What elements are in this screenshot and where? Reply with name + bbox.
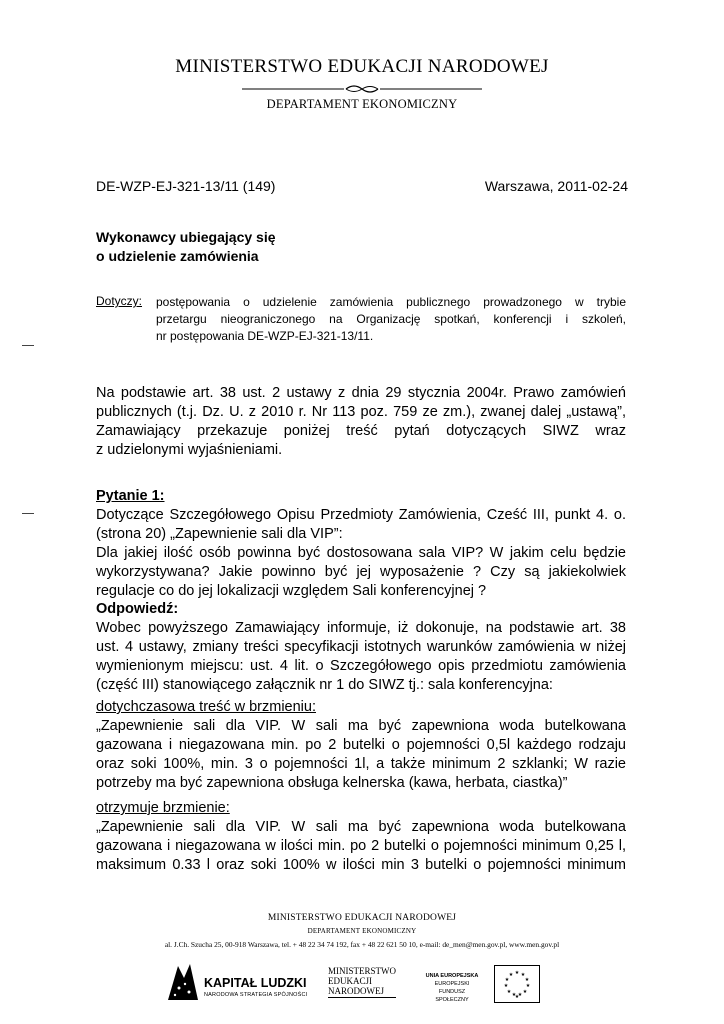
intro-line: z udzielonymi wyjaśnieniami.	[96, 442, 283, 458]
svg-text:★: ★	[511, 992, 517, 998]
svg-text:★: ★	[525, 983, 531, 989]
men-logo-line: EDUKACJI	[328, 976, 372, 986]
question-line: Dla jakiej ilość osób powinna być dostosowana sala VIP? W jakim celu będzie	[96, 545, 626, 561]
svg-text:★: ★	[508, 972, 514, 978]
previous-heading: dotychczasowa treść w brzmieniu:	[96, 699, 316, 715]
footer-address: al. J.Ch. Szucha 25, 00-918 Warszawa, tel. + 48 22 34 74 192, fax + 48 22 621 50 10, e-mail: de_men@men.gov.pl, www.men.gov.pl	[164, 940, 560, 949]
men-logo	[328, 966, 396, 998]
recipient-line: o udzielenie zamówienia	[96, 248, 259, 264]
question-line: wykorzystywana? Jakie powinno być jej wyposażenie ? Czy są jakiekolwiek	[96, 564, 626, 580]
new-line: gazowana i niegazowana w ilości min. po 2 butelki o pojemności minimum 0,25 l,	[96, 838, 626, 854]
eu-line: EUROPEJSKI	[434, 981, 470, 987]
previous-line: oraz soki 100%, min. 3 o pojemności 1l, a także minimum 2 szklanki; W razie	[96, 756, 626, 772]
reference-number: DE-WZP-EJ-321-13/11 (149)	[96, 178, 276, 194]
letterhead-title: MINISTERSTWO EDUKACJI NARODOWEJ	[175, 56, 549, 77]
new-heading: otrzymuje brzmienie:	[96, 800, 230, 816]
new-wording	[96, 799, 626, 875]
margin-mark	[22, 345, 34, 346]
question-1	[96, 487, 626, 601]
answer-line: wymienionym miejscu: ust. 4 lit. o Szczegółowego opis przedmiotu zamówienia	[96, 658, 626, 674]
question-line: Dotyczące Szczegółowego Opisu Przedmioty Zamówienia, Cześć III, punkt 4. o.	[96, 507, 626, 523]
men-logo-line: NARODOWEJ	[328, 986, 396, 998]
subject-line: nr postępowania DE-WZP-EJ-321-13/11.	[156, 329, 374, 343]
eu-flag-icon	[494, 965, 540, 1003]
previous-line: potrzeby ma być zapewniona obsługa kelnerska (kawa, herbata, ciastka)”	[96, 775, 568, 791]
question-line: (strona 20) „Zapewnienie sali dla VIP”:	[96, 526, 343, 542]
previous-wording	[96, 698, 626, 793]
previous-line: gazowana i niegazowana min. po 2 butelki o pojemności 0,5l każdego rodzaju	[96, 737, 626, 753]
svg-text:★: ★	[520, 972, 526, 978]
intro-line: publicznych (t.j. Dz. U. z 2010 r. Nr 113 poz. 759 ze zm.), zwanej dalej „ustawą”,	[96, 404, 626, 420]
svg-text:★: ★	[504, 977, 510, 983]
place-date: Warszawa, 2011-02-24	[484, 178, 628, 194]
answer-line: (część III) stanowiącego załącznik nr 1 do SIWZ tj.: sala konferencyjna:	[96, 677, 553, 693]
intro-line: Zamawiający przekazuje poniżej treść pytań dotyczących SIWZ wraz	[96, 423, 626, 439]
letterhead-department: DEPARTAMENT EKONOMICZNY	[266, 97, 458, 111]
recipient	[96, 228, 276, 266]
recipient-line: Wykonawcy ubiegający się	[96, 229, 276, 245]
intro-line: Na podstawie art. 38 ust. 2 ustawy z dnia 29 stycznia 2004r. Prawo zamówień	[96, 385, 626, 401]
previous-line: „Zapewnienie sali dla VIP. W sali ma być zapewniona woda butelkowana	[96, 718, 626, 734]
svg-text:★: ★	[522, 989, 528, 995]
subject-text	[156, 294, 626, 345]
answer-1	[96, 600, 626, 695]
eu-line: FUNDUSZ SPOŁECZNY	[435, 989, 469, 1003]
kapital-ludzki-subtitle: NARODOWA STRATEGIA SPÓJNOŚCI	[204, 992, 308, 998]
svg-text:★: ★	[524, 977, 530, 983]
question-line: regulacje co do jej lokalizacji względem Sali konferencyjnej ?	[96, 583, 487, 599]
footer-title: MINISTERSTWO EDUKACJI NARODOWEJ	[267, 913, 457, 923]
svg-text:★: ★	[503, 983, 509, 989]
men-logo-line: MINISTERSTWO	[328, 966, 396, 976]
svg-text:★: ★	[517, 992, 523, 998]
footer-department: DEPARTAMENT EKONOMICZNY	[307, 927, 417, 935]
answer-line: ust. 4 ustawy, zmiany treści specyfikacji istotnych warunków zamówienia w niżej	[96, 639, 626, 655]
intro-paragraph	[96, 384, 626, 460]
svg-text:★: ★	[506, 989, 512, 995]
eu-line: UNIA EUROPEJSKA	[425, 973, 479, 979]
subject-label: Dotyczy:	[96, 294, 143, 308]
svg-text:★: ★	[514, 970, 520, 976]
eu-logo-text	[422, 972, 482, 1004]
answer-line: Wobec powyższego Zamawiający informuje, iż dokonuje, na podstawie art. 38	[96, 620, 626, 636]
new-line: maksimum 0.33 l oraz soki 100% w ilości min 3 butelki o pojemności minimum	[96, 857, 626, 873]
question-heading: Pytanie 1:	[96, 488, 165, 504]
kapital-ludzki-title: KAPITAŁ LUDZKI	[204, 976, 307, 990]
new-line: „Zapewnienie sali dla VIP. W sali ma być zapewniona woda butelkowana	[96, 819, 626, 835]
subject-line: przetargu nieograniczonego na Organizację spotkań, konferencji i szkoleń,	[156, 312, 626, 326]
kapital-ludzki-logo-icon	[166, 962, 200, 1002]
letterhead-ornament	[242, 82, 482, 96]
svg-text:★: ★	[514, 994, 520, 1000]
margin-mark	[22, 513, 34, 514]
subject-line: postępowania o udzielenie zamówienia publicznego prowadzonego w trybie	[156, 295, 626, 309]
answer-heading: Odpowiedź:	[96, 601, 179, 617]
